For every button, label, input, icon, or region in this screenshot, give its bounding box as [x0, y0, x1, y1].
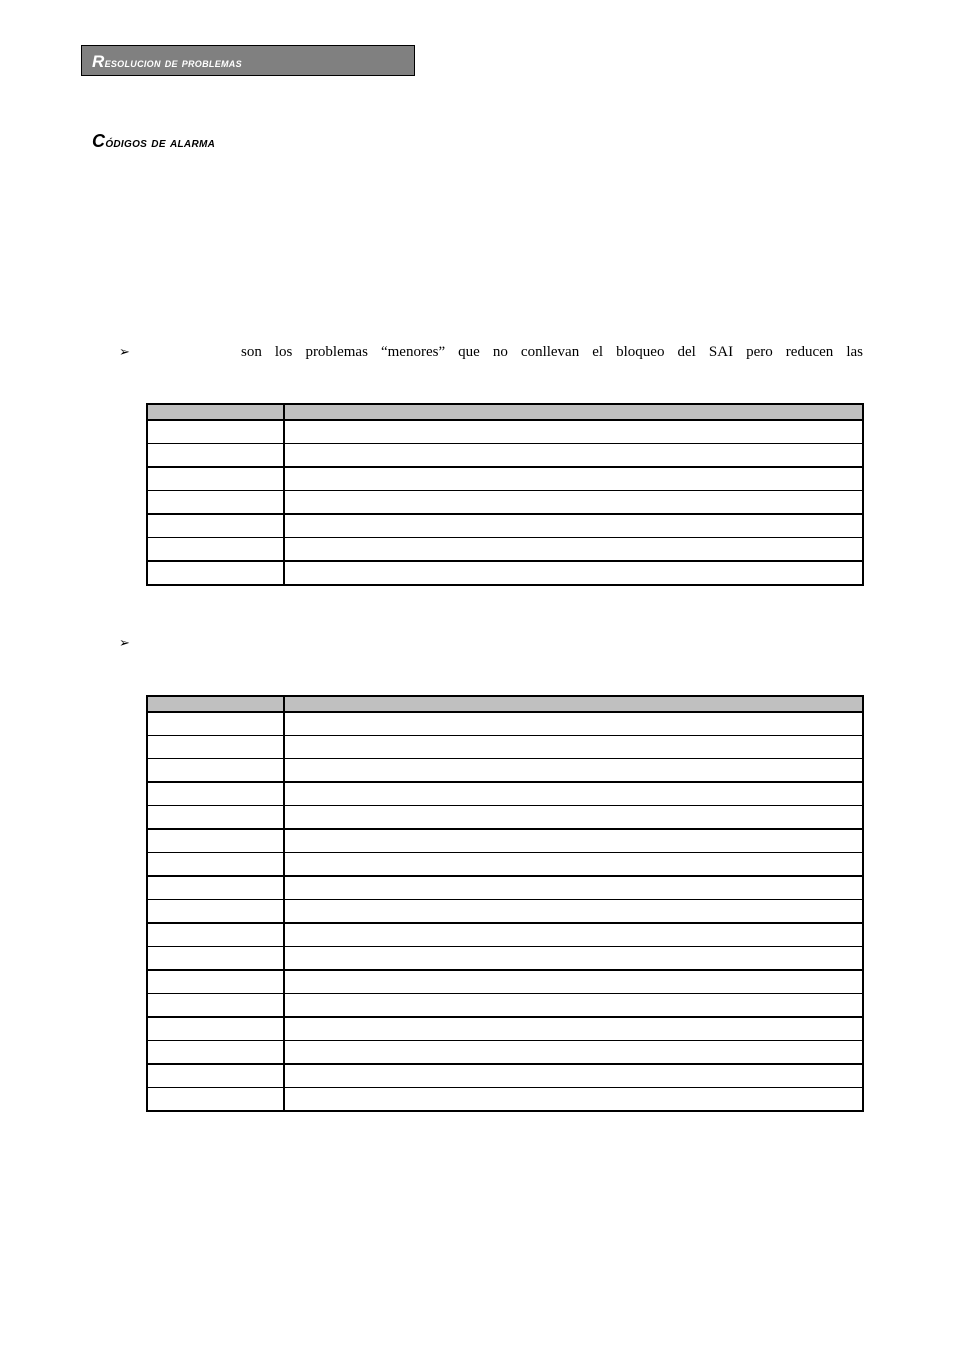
- table-row: [147, 467, 863, 491]
- table-row: [147, 514, 863, 538]
- table-row: [147, 1041, 863, 1065]
- table-row: [147, 1064, 863, 1088]
- cell-code: [147, 538, 284, 562]
- cell-description: [284, 712, 863, 736]
- cell-description: [284, 1088, 863, 1112]
- alarm-table-major: [146, 695, 864, 1112]
- header-cell-description: [284, 404, 863, 420]
- cell-code: [147, 853, 284, 877]
- table-row: [147, 853, 863, 877]
- cell-code: [147, 900, 284, 924]
- cell-code: [147, 1041, 284, 1065]
- table-row: [147, 806, 863, 830]
- table-row: [147, 1017, 863, 1041]
- cell-code: [147, 1017, 284, 1041]
- cell-code: [147, 806, 284, 830]
- header-cell-description: [284, 696, 863, 712]
- cell-description: [284, 491, 863, 515]
- bullet-paragraph: son los problemas “menores” que no conllevan el bloqueo del SAI pero reducen las: [241, 344, 863, 360]
- page-title: [92, 131, 215, 152]
- cell-code: [147, 829, 284, 853]
- cell-code: [147, 782, 284, 806]
- cell-description: [284, 444, 863, 468]
- cell-code: [147, 970, 284, 994]
- section-header-initial: R: [92, 52, 105, 71]
- cell-description: [284, 1041, 863, 1065]
- table-row: [147, 759, 863, 783]
- cell-code: [147, 994, 284, 1018]
- table-row: [147, 900, 863, 924]
- cell-code: [147, 491, 284, 515]
- table-header-row: [147, 696, 863, 712]
- table-row: [147, 444, 863, 468]
- header-cell-code: [147, 404, 284, 420]
- cell-description: [284, 876, 863, 900]
- header-cell-code: [147, 696, 284, 712]
- table-row: [147, 736, 863, 759]
- cell-description: [284, 1064, 863, 1088]
- cell-description: [284, 736, 863, 759]
- bullet-arrow-icon: ➢: [119, 344, 130, 359]
- cell-code: [147, 444, 284, 468]
- bullet-arrow-icon-2: ➢: [119, 635, 130, 650]
- cell-description: [284, 806, 863, 830]
- cell-description: [284, 853, 863, 877]
- table-row: [147, 947, 863, 971]
- cell-code: [147, 420, 284, 444]
- cell-description: [284, 994, 863, 1018]
- cell-code: [147, 876, 284, 900]
- table-row: [147, 1088, 863, 1112]
- table-row: [147, 829, 863, 853]
- cell-description: [284, 947, 863, 971]
- cell-description: [284, 514, 863, 538]
- cell-code: [147, 561, 284, 585]
- cell-code: [147, 712, 284, 736]
- table-row: [147, 923, 863, 947]
- table-row: [147, 491, 863, 515]
- table-header-row: [147, 404, 863, 420]
- cell-code: [147, 923, 284, 947]
- cell-description: [284, 923, 863, 947]
- cell-code: [147, 947, 284, 971]
- cell-description: [284, 538, 863, 562]
- table-row: [147, 782, 863, 806]
- page-title-initial: C: [92, 131, 106, 151]
- cell-code: [147, 736, 284, 759]
- alarm-table-minor: [146, 403, 864, 586]
- cell-code: [147, 1064, 284, 1088]
- table-row: [147, 561, 863, 585]
- cell-code: [147, 1088, 284, 1112]
- cell-code: [147, 514, 284, 538]
- cell-code: [147, 759, 284, 783]
- cell-description: [284, 782, 863, 806]
- cell-description: [284, 1017, 863, 1041]
- table-row: [147, 712, 863, 736]
- cell-description: [284, 900, 863, 924]
- page-title-text: ódigos de alarma: [105, 134, 216, 150]
- table-row: [147, 994, 863, 1018]
- table-row: [147, 420, 863, 444]
- cell-description: [284, 970, 863, 994]
- cell-description: [284, 561, 863, 585]
- table-row: [147, 538, 863, 562]
- table-row: [147, 876, 863, 900]
- cell-code: [147, 467, 284, 491]
- section-header: [81, 45, 415, 76]
- cell-description: [284, 420, 863, 444]
- cell-description: [284, 759, 863, 783]
- section-header-text: esolucion de problemas: [104, 55, 242, 70]
- cell-description: [284, 467, 863, 491]
- cell-description: [284, 829, 863, 853]
- table-row: [147, 970, 863, 994]
